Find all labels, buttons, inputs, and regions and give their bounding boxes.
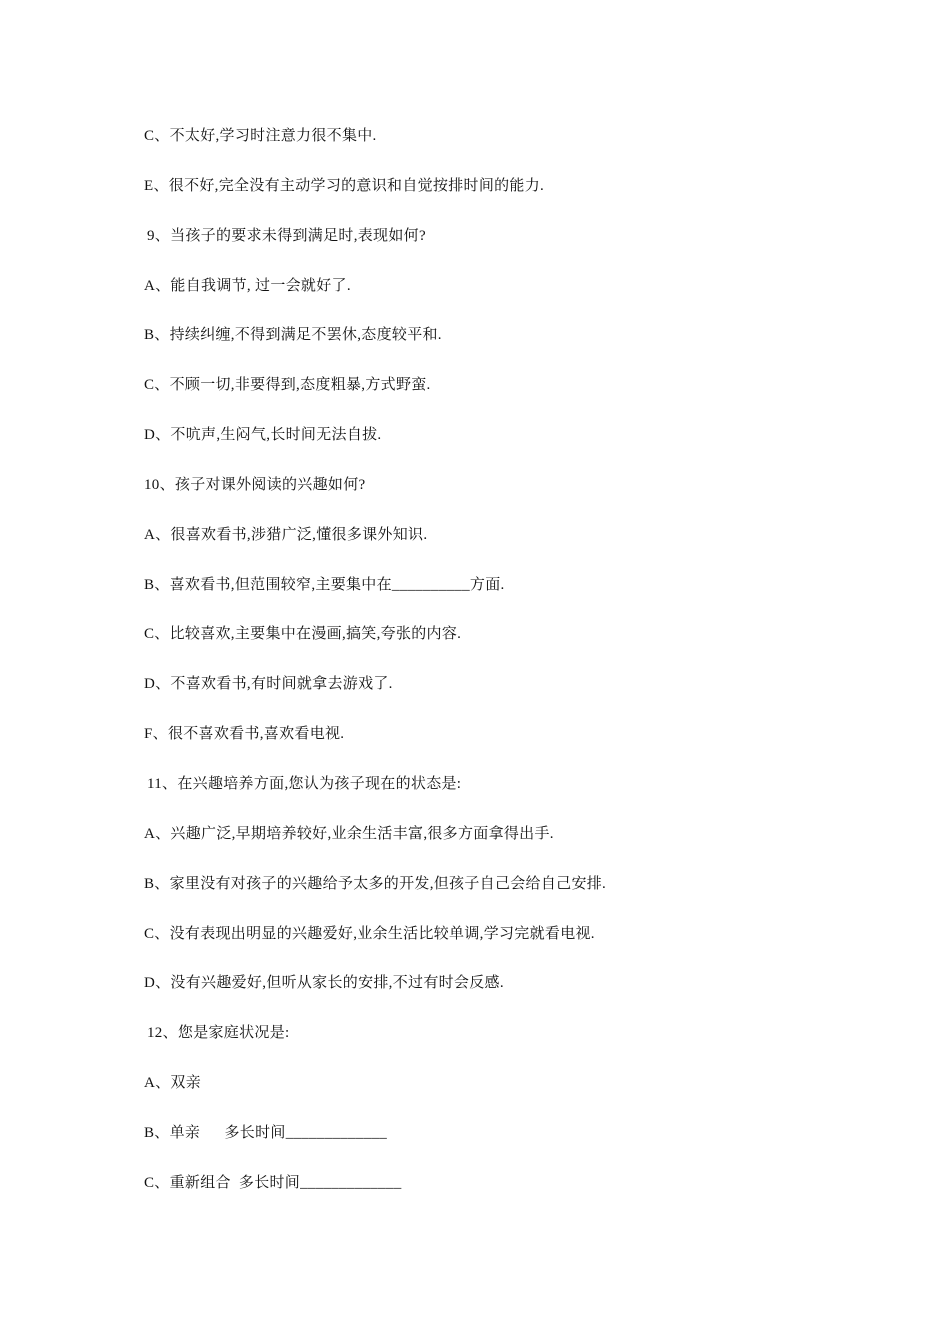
option-11d: D、没有兴趣爱好,但听从家长的安排,不过有时会反感.	[144, 975, 504, 991]
option-9a: A、能自我调节, 过一会就好了.	[144, 278, 351, 294]
option-8c: C、不太好,学习时注意力很不集中.	[144, 128, 377, 144]
option-8e: E、很不好,完全没有主动学习的意识和自觉按排时间的能力.	[144, 178, 545, 194]
option-9d: D、不吭声,生闷气,长时间无法自拔.	[144, 427, 382, 443]
option-10f: F、很不喜欢看书,喜欢看电视.	[144, 726, 345, 742]
option-12b: B、单亲 多长时间_____________	[144, 1125, 388, 1141]
option-10b: B、喜欢看书,但范围较窄,主要集中在__________方面.	[144, 577, 505, 593]
option-9c: C、不顾一切,非要得到,态度粗暴,方式野蛮.	[144, 377, 431, 393]
option-9b: B、持续纠缠,不得到满足不罢休,态度较平和.	[144, 327, 442, 343]
option-11c: C、没有表现出明显的兴趣爱好,业余生活比较单调,学习完就看电视.	[144, 926, 595, 942]
option-11b: B、家里没有对孩子的兴趣给予太多的开发,但孩子自己会给自己安排.	[144, 876, 607, 892]
option-11a: A、兴趣广泛,早期培养较好,业余生活丰富,很多方面拿得出手.	[144, 826, 554, 842]
option-10c: C、比较喜欢,主要集中在漫画,搞笑,夸张的内容.	[144, 626, 462, 642]
option-10d: D、不喜欢看书,有时间就拿去游戏了.	[144, 676, 393, 692]
question-11: 11、在兴趣培养方面,您认为孩子现在的状态是:	[147, 776, 462, 792]
option-10a: A、很喜欢看书,涉猎广泛,懂很多课外知识.	[144, 527, 428, 543]
question-12: 12、您是家庭状况是:	[147, 1025, 290, 1041]
question-9: 9、当孩子的要求未得到满足时,表现如何?	[147, 228, 426, 244]
option-12c: C、重新组合 多长时间_____________	[144, 1175, 402, 1191]
question-10: 10、孩子对课外阅读的兴趣如何?	[144, 477, 366, 493]
option-12a: A、双亲	[144, 1075, 202, 1091]
